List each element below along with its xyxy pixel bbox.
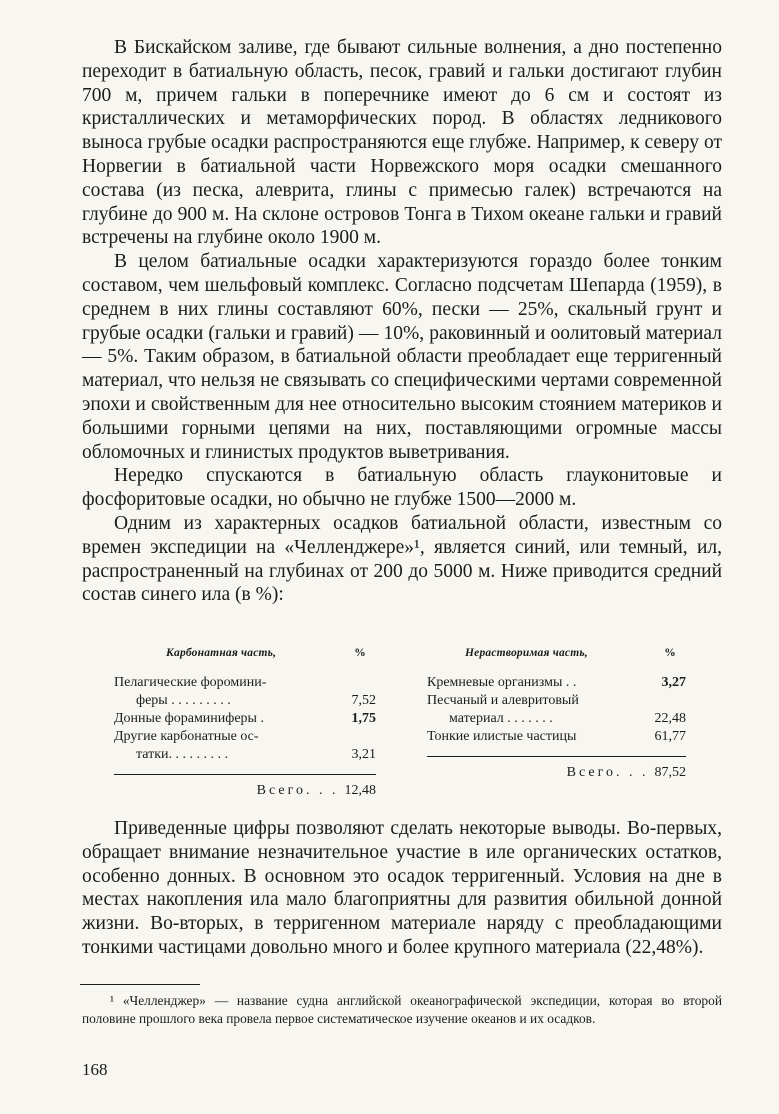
table-row-label: Песчаный и алевритовый bbox=[427, 693, 579, 708]
main-text bbox=[82, 36, 722, 607]
insoluble-total-rule bbox=[427, 756, 686, 757]
insoluble-total bbox=[427, 764, 686, 782]
paragraph-bathyal-composition: В целом батиальные осадки характеризуются гораздо более тонким составом, чем шельфовый комплекс. Согласно подсчетам Шепарда (1959), в среднем в них глины составляют 60%, пески — 25%, скальный грунт и грубые осадки (гальки и гравий) — 10%, раковинный и оолитовый материал — 5%. Таким образом, в батиальной области преобладает еще терригенный материал, что нельзя не связывать со специфическими чертами современной эпохи и свойственным для нее относительно высоким стоянием материков и большими горными цепями на них, поставляющими огромные массы обломочных и глинистых продуктов выветривания. bbox=[82, 251, 722, 463]
table-row bbox=[114, 692, 376, 710]
table-row bbox=[427, 674, 686, 692]
page-number: 168 bbox=[82, 1060, 108, 1079]
insoluble-column bbox=[427, 644, 686, 782]
table-row-value: 3,27 bbox=[661, 675, 686, 690]
table-row-label: феры . . . . . . . . . bbox=[136, 693, 231, 708]
table-row-value: 3,21 bbox=[351, 747, 376, 762]
paragraph-glauconite: Нередко спускаются в батиальную область глауконитовые и фосфоритовые осадки, но обычно не глубже 1500—2000 м. bbox=[82, 465, 722, 511]
insoluble-rows bbox=[427, 674, 686, 746]
footnote-rule bbox=[80, 984, 200, 985]
insoluble-header-label: Нерастворимая часть, bbox=[465, 647, 588, 659]
table-row bbox=[114, 710, 376, 728]
table-row bbox=[114, 728, 376, 746]
table-row-label: татки. . . . . . . . . bbox=[136, 747, 229, 762]
table-row-value: 1,75 bbox=[351, 711, 376, 726]
insoluble-total-value: 87,52 bbox=[654, 765, 686, 780]
carbonate-total-value: 12,48 bbox=[344, 783, 376, 798]
table-row-label: материал . . . . . . . bbox=[449, 711, 553, 726]
carbonate-rows bbox=[114, 674, 376, 764]
carbonate-pct-header: % bbox=[354, 647, 366, 659]
carbonate-total-rule bbox=[114, 774, 376, 775]
table-row bbox=[427, 728, 686, 746]
insoluble-header bbox=[427, 644, 686, 674]
table-row-value: 7,52 bbox=[351, 693, 376, 708]
table-row-label: Пелагические форомини- bbox=[114, 675, 267, 690]
insoluble-pct-header: % bbox=[664, 647, 676, 659]
table-row-label: Донные фораминиферы . bbox=[114, 711, 264, 726]
table-row bbox=[427, 710, 686, 728]
carbonate-header-label: Карбонатная часть, bbox=[166, 647, 277, 659]
table-row-label: Тонкие илистые частицы bbox=[427, 729, 577, 744]
insoluble-total-label: Всего. . . bbox=[566, 765, 649, 780]
paragraph-conclusions: Приведенные цифры позволяют сделать некоторые выводы. Во-первых, обращает внимание незначительное участие в иле органических остатков, особенно донных. В основном это осадок терригенный. Условия на дне в местах накопления ила мало благоприятны для развития обильной донной жизни. Во-вторых, в терригенном материале наряду с преобладающими тонкими частицами довольно много и более крупного материала (22,48%). bbox=[82, 818, 722, 958]
table-row-value: 61,77 bbox=[654, 729, 686, 744]
table-row-label: Другие карбонатные ос- bbox=[114, 729, 259, 744]
table-row bbox=[427, 692, 686, 710]
table-row-label: Кремневые организмы . . bbox=[427, 675, 577, 690]
paragraph-blue-mud: Одним из характерных осадков батиальной области, известным со времен экспедиции на «Челленджере»¹, является синий, или темный, ил, распространенный на глубинах от 200 до 5000 м. Ниже приводится средний состав синего ила (в %): bbox=[82, 512, 722, 606]
table-row bbox=[114, 746, 376, 764]
carbonate-total-label: Всего. . . bbox=[256, 783, 339, 798]
table-row-value: 22,48 bbox=[654, 711, 686, 726]
carbonate-header bbox=[114, 644, 376, 674]
paragraph-biscay: В Бискайском заливе, где бывают сильные волнения, а дно постепенно переходит в батиальную область, песок, гравий и гальки достигают глубин 700 м, причем гальки в поперечнике имеют до 6 см и состоят из кристаллических и метаморфических пород. В областях ледникового выноса грубые осадки распространяются еще глубже. Например, к северу от Норвегии в батиальной части Норвежского моря осадки смешанного состава (из песка, алеврита, глины с примесью галек) встречаются на глубине до 900 м. На склоне островов Тонга в Тихом океане гальки и гравий встречены на глубине около 1900 м. bbox=[82, 37, 722, 249]
footnote: ¹ «Челленджер» — название судна английской океанографической экспедиции, которая во второй половине прошлого века провела первое систематическое изучение океанов и их осадков. bbox=[82, 993, 722, 1026]
carbonate-total bbox=[114, 782, 376, 800]
table-row bbox=[114, 674, 376, 692]
main-text-after-table bbox=[82, 817, 722, 960]
carbonate-column bbox=[114, 644, 376, 800]
